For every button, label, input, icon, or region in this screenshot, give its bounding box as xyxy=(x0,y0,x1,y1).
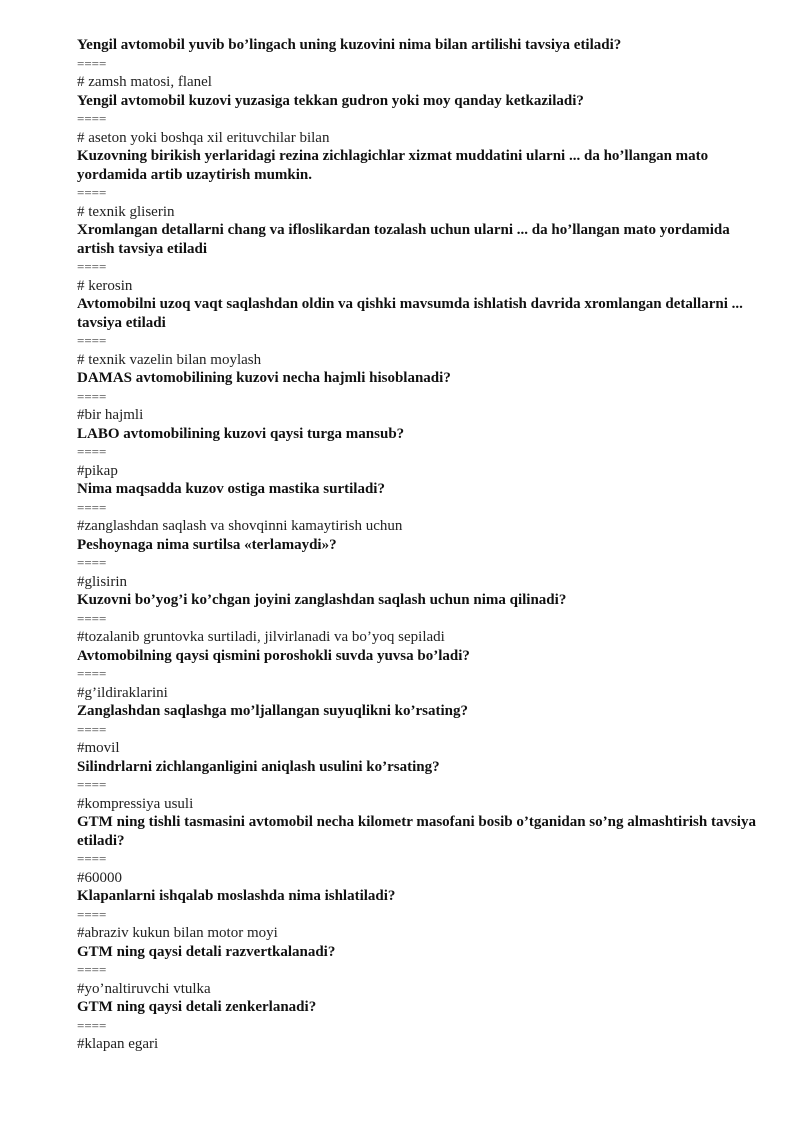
separator: ==== xyxy=(77,259,107,274)
question-text: GTM ning tishli tasmasini avtomobil necha kilometr masofani bosib o’tganidan so’ng almashtirish tavsiya etiladi? xyxy=(77,814,756,849)
separator: ==== xyxy=(77,851,107,866)
separator: ==== xyxy=(77,555,107,570)
separator: ==== xyxy=(77,666,107,681)
separator: ==== xyxy=(77,610,107,626)
answer-text: #yo’naltiruvchi vtulka xyxy=(77,980,211,997)
answer-text: #pikap xyxy=(77,462,118,479)
separator: ==== xyxy=(77,1017,107,1033)
question-text: Xromlangan detallarni chang va ifloslikardan tozalash uchun ularni ... da ho’llangan mato yordamida artish tavsiya etiladi xyxy=(77,222,730,257)
answer-text: #movil xyxy=(77,740,120,756)
answer-text: #abraziv kukun bilan motor moyi xyxy=(77,925,278,941)
separator: ==== xyxy=(77,906,107,922)
answer-text: #kompressiya usuli xyxy=(77,795,194,812)
question-text: Silindrlarni zichlanganligini aniqlash usulini ko’rsating? xyxy=(77,758,440,775)
question-text: Zanglashdan saqlashga mo’ljallangan suyuqlikni ko’rsating? xyxy=(77,703,468,719)
answer-text: # kerosin xyxy=(77,277,133,294)
answer-text: #bir hajmli xyxy=(77,407,144,423)
question-text: Nima maqsadda kuzov ostiga mastika surtiladi? xyxy=(77,481,385,497)
separator: ==== xyxy=(77,499,107,515)
answer-text: #tozalanib gruntovka surtiladi, jilvirlanadi va bo’yoq sepiladi xyxy=(77,629,445,645)
question-text: Kuzovni bo’yog’i ko’chgan joyini zanglashdan saqlash uchun nima qilinadi? xyxy=(77,592,567,608)
question-text: Peshoynaga nima surtilsa «terlamaydi»? xyxy=(77,536,337,553)
question-text: DAMAS avtomobilining kuzovi necha hajmli hisoblanadi? xyxy=(77,370,451,386)
answer-text: #glisirin xyxy=(77,573,128,590)
question-text: LABO avtomobilining kuzovi qaysi turga mansub? xyxy=(77,425,405,442)
separator: ==== xyxy=(77,721,107,737)
answer-text: #klapan egari xyxy=(77,1036,159,1052)
question-text: Kuzovning birikish yerlaridagi rezina zichlagichlar xizmat muddatini ularni ... da ho’llangan mato yordamida artib uzaytirish mumkin. xyxy=(77,148,709,183)
separator: ==== xyxy=(77,333,107,348)
answer-text: #g’ildiraklarini xyxy=(77,684,168,701)
answer-text: # texnik gliserin xyxy=(77,203,175,220)
question-text: Yengil avtomobil yuvib bo’lingach uning kuzovini nima bilan artilishi tavsiya etiladi? xyxy=(77,37,622,53)
question-text: GTM ning qaysi detali razvertkalanadi? xyxy=(77,943,336,960)
separator: ==== xyxy=(77,388,107,404)
question-text: Yengil avtomobil kuzovi yuzasiga tekkan gudron yoki moy qanday ketkaziladi? xyxy=(77,92,584,109)
separator: ==== xyxy=(77,444,107,459)
answer-text: # texnik vazelin bilan moylash xyxy=(77,351,262,368)
answer-text: #60000 xyxy=(77,869,122,886)
question-text: Avtomobilning qaysi qismini poroshokli suvda yuvsa bo’ladi? xyxy=(77,647,470,664)
separator: ==== xyxy=(77,185,107,200)
answer-text: # aseton yoki boshqa xil erituvchilar bilan xyxy=(77,129,330,146)
answer-text: #zanglashdan saqlash va shovqinni kamaytirish uchun xyxy=(77,518,403,534)
question-text: Avtomobilni uzoq vaqt saqlashdan oldin va qishki mavsumda ishlatish davrida xromlangan detallarni ... tavsiya etiladi xyxy=(77,296,743,331)
question-text: Klapanlarni ishqalab moslashda nima ishlatiladi? xyxy=(77,888,396,904)
separator: ==== xyxy=(77,55,107,71)
answer-text: # zamsh matosi, flanel xyxy=(77,74,212,90)
separator: ==== xyxy=(77,777,107,792)
separator: ==== xyxy=(77,111,107,126)
document-body xyxy=(77,36,767,1054)
separator: ==== xyxy=(77,962,107,977)
question-text: GTM ning qaysi detali zenkerlanadi? xyxy=(77,999,317,1015)
